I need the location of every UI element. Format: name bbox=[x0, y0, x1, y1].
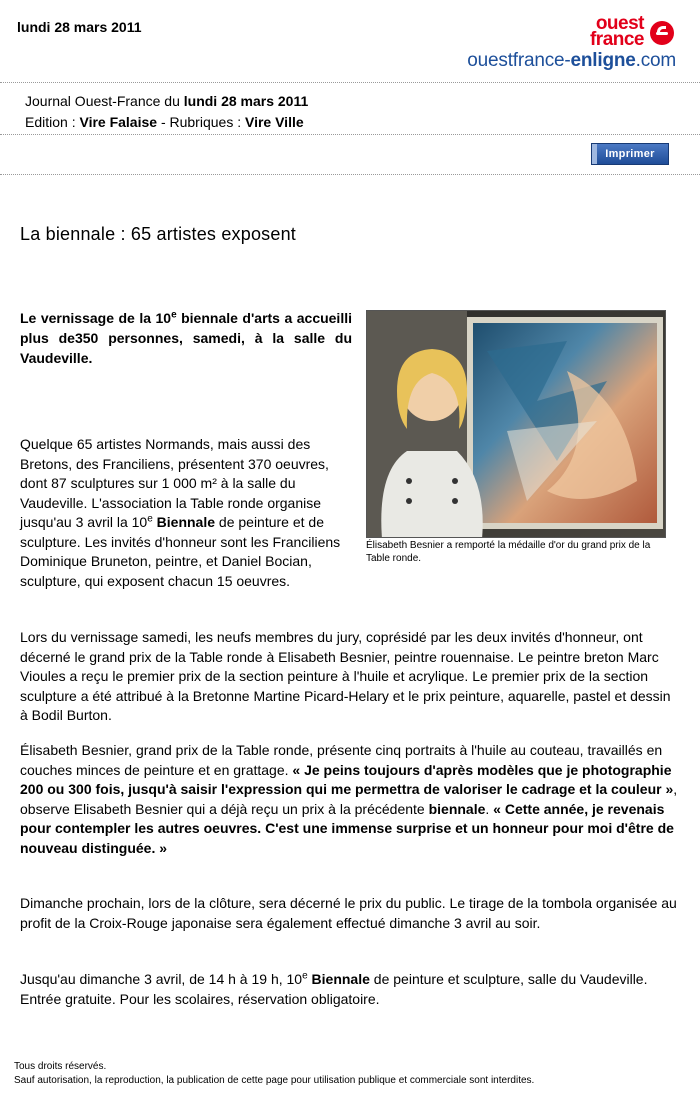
journal-date: lundi 28 mars 2011 bbox=[183, 93, 309, 109]
edition-line bbox=[25, 112, 308, 133]
paragraph bbox=[20, 435, 350, 591]
site-bold: enligne bbox=[570, 50, 636, 71]
bold-text: Biennale bbox=[307, 971, 370, 987]
divider bbox=[0, 82, 700, 83]
paragraph-text: de peinture et de sculpture. Les invités d'honneur sont les Franciliens Dominique Bruneton, peintre, et Daniel Bocian, sculpture, qui exposent chacun 15 oeuvres. bbox=[20, 514, 341, 589]
paragraph-text: de peinture et sculpture, salle du Vaudeville. Entrée gratuite. Pour les scolaires, réservation obligatoire. bbox=[20, 971, 648, 1007]
lead-superscript: e bbox=[171, 309, 177, 321]
quote: « Je peins toujours d'après modèles que je photographie 200 ou 300 fois, jusqu'à saisir l'expression qui me permettra de valoriser le cadrage et la couleur » bbox=[20, 761, 674, 797]
logo-word-france: france bbox=[589, 29, 644, 50]
article-lead bbox=[20, 308, 352, 368]
paragraph bbox=[20, 970, 682, 1009]
superscript: e bbox=[147, 513, 153, 525]
header-date: lundi 28 mars 2011 bbox=[17, 19, 142, 35]
quote: « Cette année, je revenais pour contempler les autres oeuvres. C'est une immense surprise et un honneur pour moi d'être de nouveau distinguée. » bbox=[20, 800, 674, 856]
portrait-photo-image bbox=[367, 311, 666, 538]
paragraph-text: Élisabeth Besnier, grand prix de la Table ronde, présente cinq portraits à l'huile au couteau, travaillés en couches minces de peinture et en grattage. bbox=[20, 742, 663, 778]
copyright-footer bbox=[14, 1060, 534, 1088]
rubrique-name: Vire Ville bbox=[245, 114, 304, 130]
edition-name: Vire Falaise bbox=[79, 114, 158, 130]
paragraph: Lors du vernissage samedi, les neufs membres du jury, coprésidé par les deux invités d'honneur, ont décerné le grand prix de la Table ronde à Elisabeth Besnier, peintre rouennaise. Le peintre breton Marc Vioules a reçu le premier prix de la section peinture à l'huile et acrylique. Le premier prix de la section sculpture a été attribué à la Bretonne Martine Picard-Helary et le prix peinture, aquarelle, pastel et dessin à Bodil Burton. bbox=[20, 629, 671, 723]
footer-line: Tous droits réservés. bbox=[14, 1061, 107, 1072]
paragraph: Dimanche prochain, lors de la clôture, sera décerné le prix du public. Le tirage de la tombola organisée au profit de la Croix-Rouge japonaise sera également effectué dimanche 3 avril au soir. bbox=[20, 895, 677, 931]
paragraph-text: Jusqu'au dimanche 3 avril, de 14 h à 19 h, 10 bbox=[20, 971, 303, 987]
logo-emblem-icon bbox=[650, 21, 674, 45]
paragraph bbox=[20, 741, 682, 858]
journal-line bbox=[25, 91, 308, 112]
print-button[interactable]: Imprimer bbox=[591, 143, 669, 165]
ouest-france-logo[interactable] bbox=[586, 14, 678, 50]
bold-text: Biennale bbox=[152, 514, 216, 530]
site-name-link[interactable] bbox=[467, 50, 676, 72]
site-suffix: .com bbox=[635, 50, 676, 71]
edition-prefix: Edition : bbox=[25, 114, 80, 130]
article-meta bbox=[25, 91, 308, 133]
rubriques-prefix: - Rubriques : bbox=[157, 114, 245, 130]
journal-prefix: Journal Ouest-France du bbox=[25, 93, 184, 109]
photo-caption: Élisabeth Besnier a remporté la médaille d'or du grand prix de la Table ronde. bbox=[366, 540, 651, 564]
article-title: La biennale : 65 artistes exposent bbox=[20, 224, 296, 244]
logo-word-ouest: ouest bbox=[595, 13, 644, 34]
footer-line: Sauf autorisation, la reproduction, la publication de cette page pour utilisation publique et commerciale sont interdites. bbox=[14, 1075, 535, 1086]
lead-text: biennale d'arts a accueilli plus de350 personnes, samedi, à la salle du Vaudeville. bbox=[20, 310, 352, 366]
lead-text: Le vernissage de la 10 bbox=[20, 310, 172, 326]
bold-text: biennale bbox=[428, 800, 486, 817]
article-photo bbox=[366, 310, 666, 538]
paragraph-text: . bbox=[485, 800, 494, 817]
divider bbox=[0, 134, 700, 135]
paragraph-text: , observe Elisabeth Besnier qui a déjà reçu un prix à la précédente bbox=[20, 781, 678, 817]
superscript: e bbox=[302, 970, 308, 982]
paragraph-text: Quelque 65 artistes Normands, mais aussi des Bretons, des Franciliens, présentent 370 oeuvres, dont 87 sculptures sur 1 000 m² à la salle du Vaudeville. L'association la Table ronde organise jusqu'au 3 avril la 10 bbox=[20, 436, 329, 530]
site-prefix: ouestfrance- bbox=[467, 50, 571, 71]
divider bbox=[0, 174, 700, 175]
